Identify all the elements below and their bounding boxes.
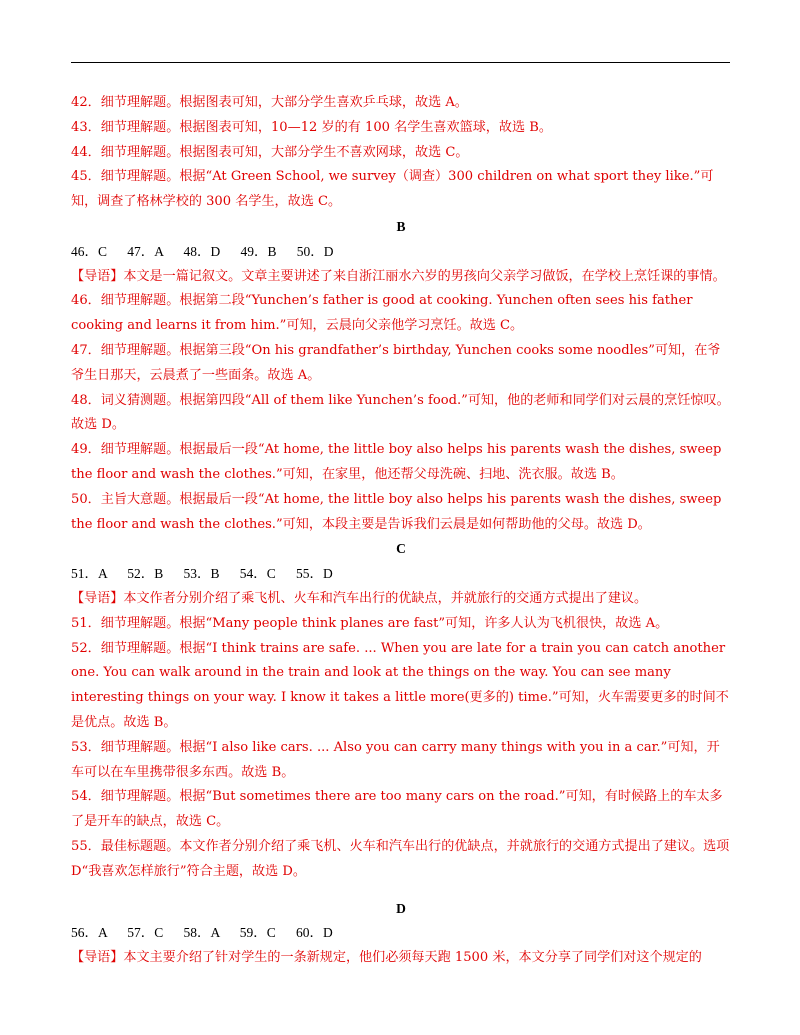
explanation-50: 50．主旨大意题。根据最后一段“At home, the little boy also helps his parents wash the dishes, sweep the floor and wash the clothes.”可知，本段主要是告诉我们云晨是如何帮助他的父母。故选 D。 [71,491,722,532]
explanation-51: 51．细节理解题。根据“Many people think planes are fast”可知，许多人认为飞机很快，故选 A。 [71,615,669,631]
intro-d: 【导语】本文主要介绍了针对学生的一条新规定，他们必须每天跑 1500 米，本文分享了同学们对这个规定的 [71,950,702,966]
intro-c: 【导语】本文作者分别介绍了乘飞机、火车和汽车出行的优缺点，并就旅行的交通方式提出了建议。 [71,590,648,606]
explanation-52: 52．细节理解题。根据“I think trains are safe. ... When you are late for a train you can catch another one. You can walk around in the train and look at the things on the way. You can see many interesting things on your way. I know it takes a little more(更多的) time.”可知，火车需要更多的时间不是优点。故选 B。 [71,640,729,730]
explanation-45: 45．细节理解题。根据“At Green School, we survey（调查）300 children on what sport they like.”可知，调查了格林学校的 300 名学生，故选 C。 [71,169,714,210]
section-heading-b: B [396,218,406,234]
section-a-tail [71,91,731,215]
explanation-46: 46．细节理解题。根据第二段“Yunchen’s father is good at cooking. Yunchen often sees his father cooking and learns it from him.”可知，云晨向父亲他学习烹饪。故选 C。 [71,293,693,334]
explanation-44: 44．细节理解题。根据图表可知，大部分学生不喜欢网球，故选 C。 [71,144,469,160]
answers-line-c: 51．A 52．B 53．B 54．C 55．D [71,566,333,582]
section-c [71,537,731,884]
explanation-55: 55．最佳标题题。本文作者分别介绍了乘飞机、火车和汽车出行的优缺点，并就旅行的交通方式提出了建议。选项 D“我喜欢怎样旅行”符合主题，故选 D。 [71,838,730,879]
answer-key-content [71,91,731,971]
section-d [71,897,731,971]
section-heading-d: D [396,900,406,916]
section-b [71,215,731,537]
explanation-54: 54．细节理解题。根据“But sometimes there are too many cars on the road.”可知，有时候路上的车太多了是开车的缺点，故选 C。 [71,789,723,830]
answers-line-d: 56．A 57．C 58．A 59．C 60．D [71,925,333,941]
explanation-47: 47．细节理解题。根据第三段“On his grandfather’s birthday, Yunchen cooks some noodles”可知，在爷爷生日那天，云晨煮了一些面条。故选 A。 [71,342,721,383]
explanation-53: 53．细节理解题。根据“I also like cars. ... Also you can carry many things with you in a car.”可知，开车可以在车里携带很多东西。故选 B。 [71,739,720,780]
explanation-42: 42．细节理解题。根据图表可知，大部分学生喜欢乒乓球，故选 A。 [71,95,468,110]
answers-line-b: 46．C 47．A 48．D 49．B 50．D [71,243,334,259]
section-heading-c: C [396,541,406,557]
intro-b: 【导语】本文是一篇记叙文。文章主要讲述了来自浙江丽水六岁的男孩向父亲学习做饭，在学校上烹饪课的事情。 [71,268,726,284]
section-spacer [71,885,731,897]
header-rule [71,62,730,63]
explanation-43: 43．细节理解题。根据图表可知，10—12 岁的有 100 名学生喜欢篮球，故选 B。 [71,119,552,135]
explanation-49: 49．细节理解题。根据最后一段“At home, the little boy also helps his parents wash the dishes, sweep the floor and wash the clothes.”可知，在家里，他还帮父母洗碗、扫地、洗衣服。故选 B。 [71,442,722,482]
explanation-48: 48．词义猜测题。根据第四段“All of them like Yunchen’s food.”可知，他的老师和同学们对云晨的烹饪惊叹。故选 D。 [71,392,730,433]
